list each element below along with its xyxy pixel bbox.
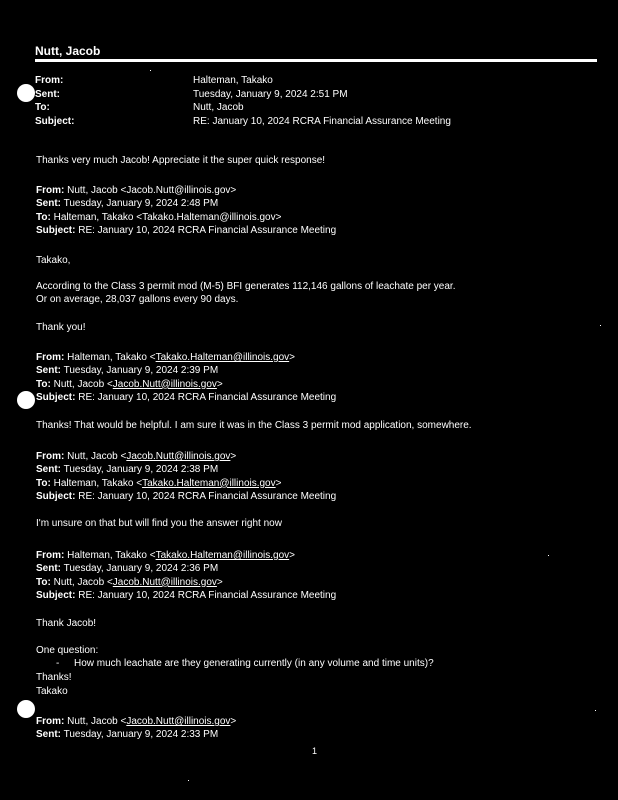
question-intro: One question: [36, 645, 99, 656]
quoted-header [36, 715, 236, 742]
bracket: > [216, 378, 223, 390]
subject-label: Subject: [36, 589, 76, 601]
header-rule [35, 59, 597, 62]
from-label: From: [36, 716, 65, 727]
quoted-header [36, 184, 336, 237]
message-body: Thanks! That would be helpful. I am sure it was in the Class 3 permit mod application, somewhere. [36, 420, 472, 431]
email-link[interactable]: Jacob.Nutt@illinois.gov [126, 451, 231, 462]
from-label: From: [36, 352, 65, 363]
bracket: > [230, 451, 237, 462]
to-name: Nutt, Jacob < [53, 378, 113, 390]
scan-speck [600, 325, 601, 326]
from-name: Halteman, Takako < [67, 550, 156, 561]
bracket: > [275, 477, 282, 489]
from-label: From: [36, 185, 65, 196]
subject-label: Subject: [35, 115, 75, 127]
document-author: Nutt, Jacob [35, 44, 101, 58]
scan-speck [188, 780, 189, 781]
subject-label: Subject: [36, 391, 76, 403]
to-name: Halteman, Takako < [53, 477, 143, 489]
email-header [35, 74, 451, 128]
email-link[interactable]: Jacob.Nutt@illinois.gov [126, 716, 231, 727]
sent-value: Tuesday, January 9, 2024 2:39 PM [63, 365, 219, 377]
signature: Takako [36, 686, 68, 697]
scan-speck [548, 555, 549, 556]
from-name: Nutt, Jacob < [67, 451, 127, 462]
from-label: From: [35, 75, 64, 86]
from-name: Halteman, Takako < [67, 352, 156, 363]
from-label: From: [36, 550, 65, 561]
sent-label: Sent: [36, 563, 61, 575]
quoted-header [36, 450, 336, 503]
hole-punch-mark [17, 391, 35, 409]
from-label: From: [36, 451, 65, 462]
sent-label: Sent: [36, 464, 61, 476]
subject-value: RE: January 10, 2024 RCRA Financial Assurance Meeting [78, 589, 337, 601]
quoted-header [36, 351, 336, 404]
subject-value: RE: January 10, 2024 RCRA Financial Assurance Meeting [78, 391, 337, 403]
scan-speck [595, 710, 596, 711]
bracket: > [289, 352, 295, 363]
thanks: Thanks! [36, 672, 72, 683]
message-line: According to the Class 3 permit mod (M-5) BFI generates 112,146 gallons of leachate per year. [36, 281, 456, 292]
bracket: > [230, 716, 237, 727]
message-body: Thanks very much Jacob! Appreciate it the super quick response! [36, 155, 326, 166]
greeting: Thank Jacob! [36, 618, 97, 629]
to-label: To: [36, 576, 51, 588]
subject-value: RE: January 10, 2024 RCRA Financial Assurance Meeting [78, 224, 337, 236]
subject-label: Subject: [36, 224, 76, 236]
sent-value: Tuesday, January 9, 2024 2:36 PM [63, 563, 219, 575]
to-name: Nutt, Jacob < [53, 576, 113, 588]
to-label: To: [36, 378, 51, 390]
quoted-header [36, 549, 336, 602]
bracket: > [289, 550, 295, 561]
email-link[interactable]: Takako.Halteman@illinois.gov [155, 352, 290, 363]
email-link[interactable]: Jacob.Nutt@illinois.gov [112, 576, 217, 588]
to-value: Nutt, Jacob [193, 102, 244, 113]
scan-speck [150, 70, 151, 71]
from-value: Nutt, Jacob <Jacob.Nutt@illinois.gov> [67, 185, 237, 196]
sent-label: Sent: [35, 88, 60, 100]
subject-label: Subject: [36, 490, 76, 502]
from-value: Halteman, Takako [193, 75, 273, 86]
bracket: > [216, 576, 223, 588]
email-link[interactable]: Jacob.Nutt@illinois.gov [112, 378, 217, 390]
subject-value: RE: January 10, 2024 RCRA Financial Assurance Meeting [78, 490, 337, 502]
page-number: 1 [312, 746, 318, 756]
to-label: To: [36, 477, 51, 489]
sent-value: Tuesday, January 9, 2024 2:33 PM [63, 729, 219, 741]
sent-value: Tuesday, January 9, 2024 2:51 PM [193, 88, 348, 100]
email-link[interactable]: Takako.Halteman@illinois.gov [142, 477, 276, 489]
hole-punch-mark [17, 700, 35, 718]
subject-value: RE: January 10, 2024 RCRA Financial Assurance Meeting [193, 115, 451, 127]
greeting: Takako, [36, 255, 71, 266]
sent-value: Tuesday, January 9, 2024 2:48 PM [63, 198, 219, 210]
to-value: Halteman, Takako <Takako.Halteman@illinois.gov> [53, 211, 282, 223]
sent-label: Sent: [36, 198, 61, 210]
from-name: Nutt, Jacob < [67, 716, 127, 727]
message-body: I'm unsure on that but will find you the answer right now [36, 518, 282, 529]
to-label: To: [36, 211, 51, 223]
sent-label: Sent: [36, 365, 61, 377]
bullet-marker: - [56, 658, 60, 669]
sent-label: Sent: [36, 729, 61, 741]
to-label: To: [35, 102, 50, 113]
closing: Thank you! [36, 322, 86, 333]
message-line: Or on average, 28,037 gallons every 90 days. [36, 294, 239, 305]
question-text: How much leachate are they generating currently (in any volume and time units)? [74, 658, 434, 669]
sent-value: Tuesday, January 9, 2024 2:38 PM [63, 464, 219, 476]
email-link[interactable]: Takako.Halteman@illinois.gov [155, 550, 290, 561]
hole-punch-mark [17, 84, 35, 102]
